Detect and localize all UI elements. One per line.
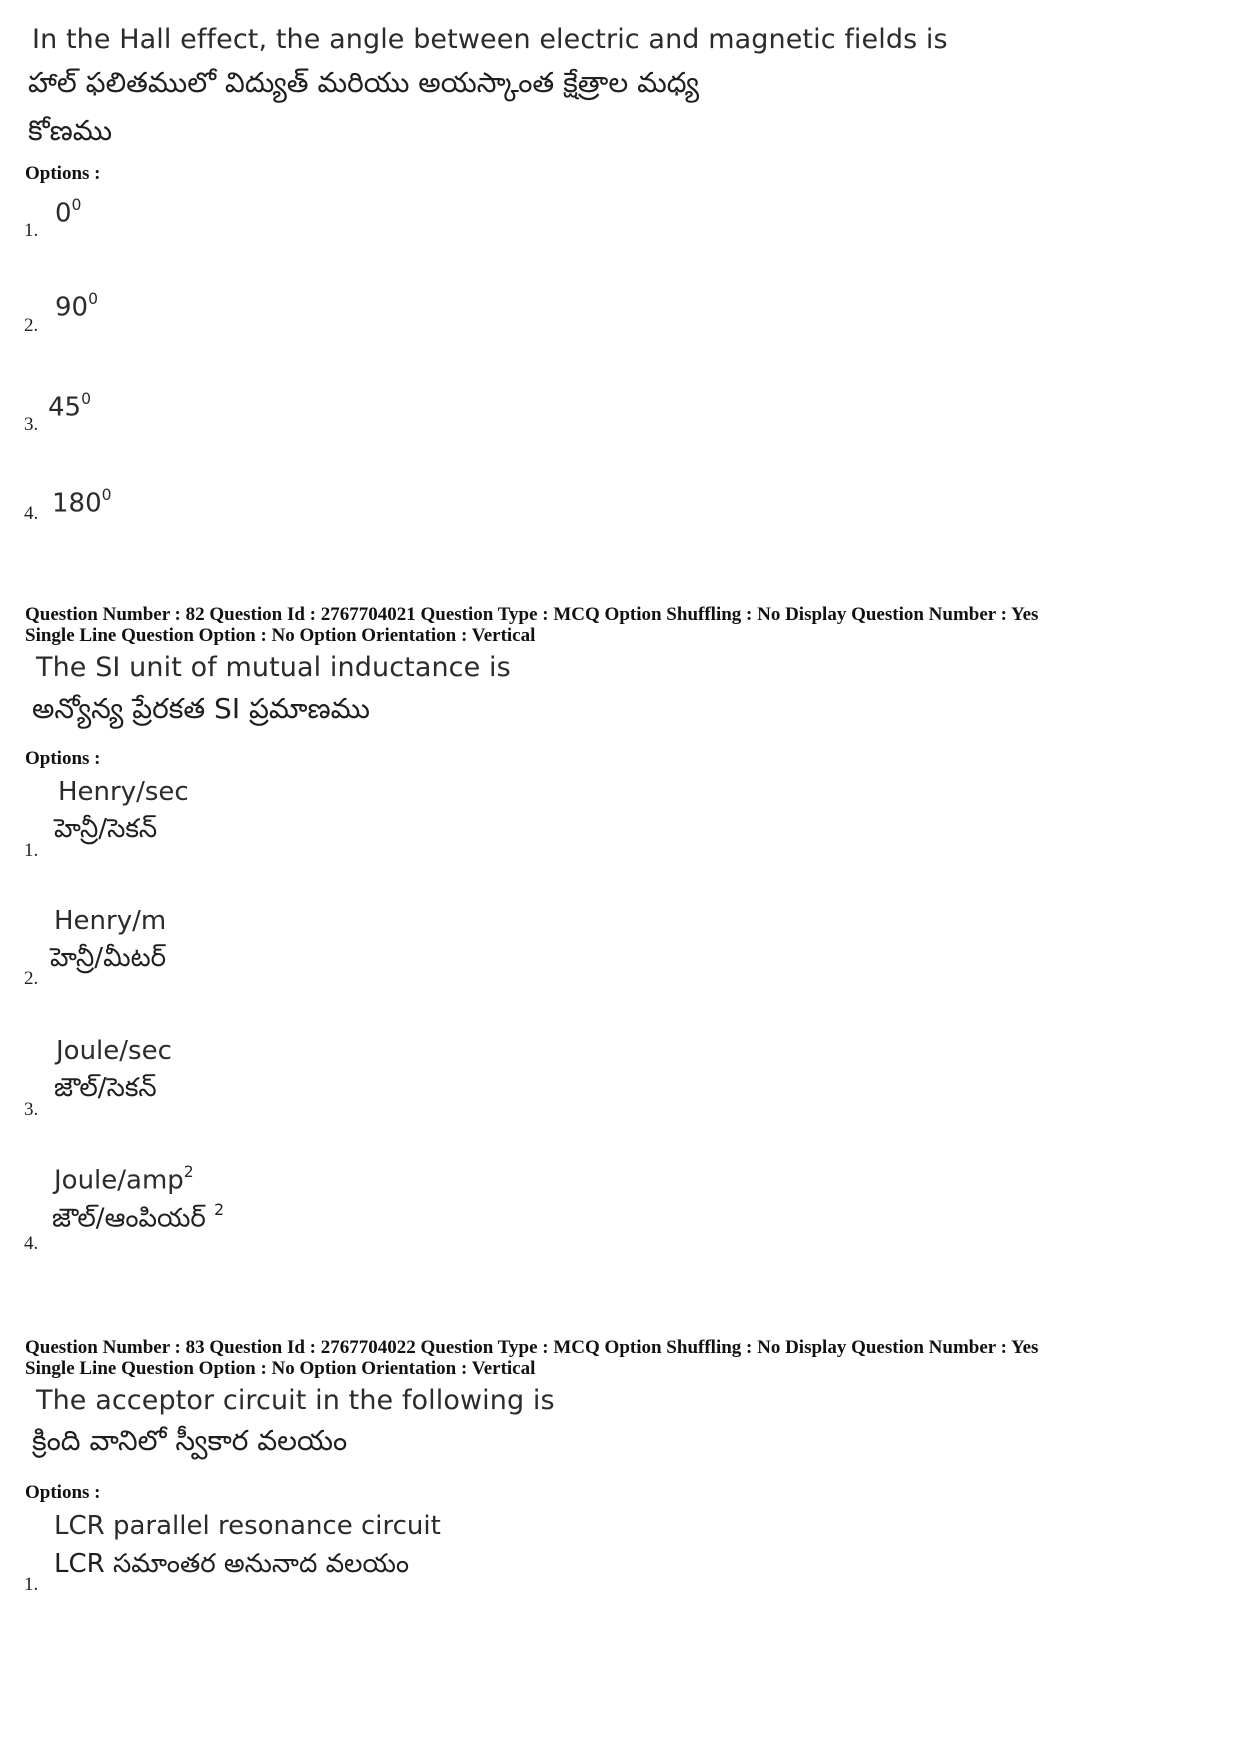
q81-option-1-value[interactable]: $0^0$ <box>55 196 82 229</box>
q83-question-english: The acceptor circuit in the following is <box>36 1385 555 1416</box>
q82-option-2-english[interactable]: Henry/m <box>54 906 167 936</box>
q82-option-1-number: 1. <box>24 840 39 861</box>
q82-option-4-english[interactable]: Joule/amp$^2$ <box>54 1163 194 1196</box>
q83-meta-line2: Single Line Question Option : No Option Orientation : Vertical <box>25 1358 536 1379</box>
q82-option-1-telugu[interactable]: హెన్రీ/సెకన్ <box>54 814 158 844</box>
q82-meta-line1: Question Number : 82 Question Id : 2767704021 Question Type : MCQ Option Shuffling : No Display Question Number : Yes <box>25 604 1039 625</box>
q82-question-english: The SI unit of mutual inductance is <box>36 652 511 683</box>
q82-option-3-english[interactable]: Joule/sec <box>56 1036 172 1066</box>
q83-option-1-number: 1. <box>24 1574 39 1595</box>
q81-option-1-number: 1. <box>24 220 39 241</box>
q81-option-2-value[interactable]: $90^0$ <box>55 290 99 323</box>
q83-question-telugu: క్రింది వానిలో స్వీకార వలయం <box>32 1424 348 1457</box>
q81-option-3-number: 3. <box>24 414 39 435</box>
q82-options-label: Options : <box>25 748 101 769</box>
q81-question-telugu-line1: హాల్ ఫలితములో విద్యుత్ మరియు అయస్కాంత క్షేత్రాల మధ్య <box>28 66 700 99</box>
q82-question-telugu: అన్యోన్య ప్రేరకత SI ప్రమాణము <box>32 692 370 725</box>
q81-question-telugu-line2: కోణము <box>28 114 113 147</box>
q83-options-label: Options : <box>25 1482 101 1503</box>
q83-option-1-telugu[interactable]: LCR సమాంతర అనునాద వలయం <box>54 1549 410 1579</box>
q83-meta-line1: Question Number : 83 Question Id : 2767704022 Question Type : MCQ Option Shuffling : No Display Question Number : Yes <box>25 1337 1039 1358</box>
q81-options-label: Options : <box>25 163 101 184</box>
q81-option-4-number: 4. <box>24 503 39 524</box>
q81-option-3-value[interactable]: $45^0$ <box>48 390 92 423</box>
q81-option-2-number: 2. <box>24 315 39 336</box>
q82-meta-line2: Single Line Question Option : No Option Orientation : Vertical <box>25 625 536 646</box>
q82-option-3-number: 3. <box>24 1099 39 1120</box>
q81-option-4-value[interactable]: $180^0$ <box>52 486 112 519</box>
q82-option-3-telugu[interactable]: జౌల్/సెకన్ <box>54 1073 157 1103</box>
q81-question-english: In the Hall effect, the angle between electric and magnetic fields is <box>32 24 948 55</box>
q82-option-1-english[interactable]: Henry/sec <box>58 777 189 807</box>
q82-option-4-telugu[interactable]: జౌల్/ఆంపియర్ $^2$ <box>52 1201 225 1234</box>
q82-option-4-number: 4. <box>24 1233 39 1254</box>
q82-option-2-telugu[interactable]: హెన్రీ/మీటర్ <box>50 943 167 973</box>
q82-option-2-number: 2. <box>24 968 39 989</box>
q83-option-1-english[interactable]: LCR parallel resonance circuit <box>54 1511 441 1541</box>
